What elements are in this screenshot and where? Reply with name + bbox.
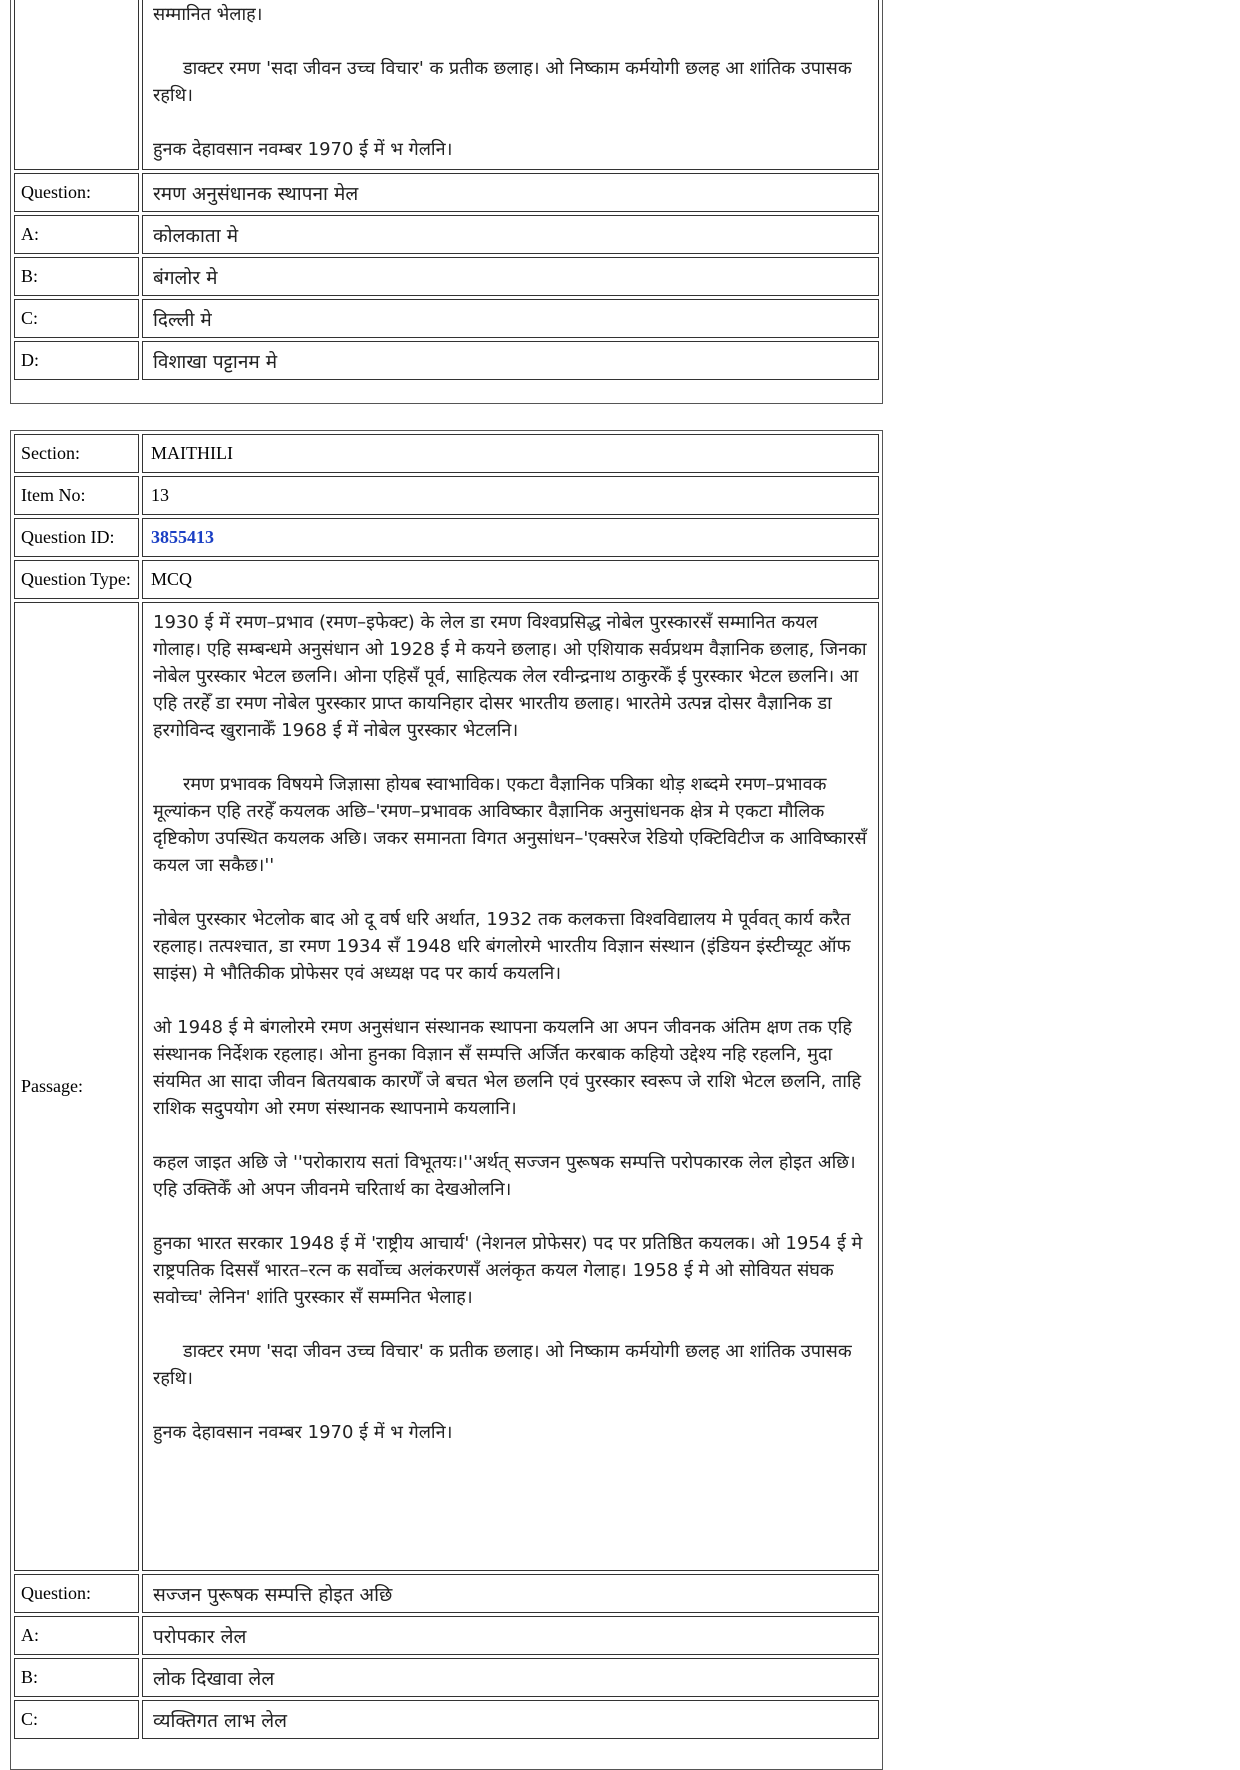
passage-paragraph: सम्मानित भेलाह। [153, 4, 263, 25]
passage-paragraph: हुनक देहावसान नवम्बर 1970 ई में भ गेलनि। [153, 139, 453, 160]
question-card-13 [10, 430, 883, 1770]
option-b-text: लोक दिखावा लेल [142, 1658, 879, 1697]
passage-label: Passage: [14, 602, 139, 1571]
passage-paragraph: रमण प्रभावक विषयमे जिज्ञासा होयब स्वाभाविक। एकटा वैज्ञानिक पत्रिका थोड़ शब्दमे रमण–प्रभावक मूल्यांकन एहि तरहेँ कयलक अछि–'रमण–प्रभावक आविष्कार वैज्ञानिक अनुसांधनक क्षेत्र मे एकटा मौलिक दृष्टिकोण उपस्थित कयलक अछि। जकर समानता विगत अनुसांधन–'एक्सरेज रेडियो एक्टिविटीज क आविष्कारसँ कयल जा सकैछ।'' [153, 774, 867, 876]
option-d-label: D: [14, 341, 139, 380]
passage-paragraph: नोबेल पुरस्कार भेटलोक बाद ओ दू वर्ष धरि अर्थात, 1932 तक कलकत्ता विश्वविद्यालय मे पूर्ववत् कार्य करैत रहलाह। तत्पश्चात, डा रमण 1934 सँ 1948 धरि बंगलोरमे भारतीय विज्ञान संस्थान (इंडियन इंस्टीच्यूट ऑफ साइंस) मे भौतिकीक प्रोफेसर एवं अध्यक्ष पद पर कार्य कयलनि। [153, 909, 851, 984]
option-a-text: परोपकार लेल [142, 1616, 879, 1655]
question-table [11, 431, 882, 1742]
question-id-link[interactable]: 3855413 [151, 527, 214, 547]
option-d-text: विशाखा पट्टानम मे [142, 341, 879, 380]
passage-text [142, 602, 879, 1571]
option-a-text: कोलकाता मे [142, 215, 879, 254]
option-a-label: A: [14, 1616, 139, 1655]
section-label: Section: [14, 434, 139, 473]
question-label: Question: [14, 1574, 139, 1613]
passage-paragraph: हुनका भारत सरकार 1948 ई में 'राष्ट्रीय आचार्य' (नेशनल प्रोफेसर) पद पर प्रतिष्ठित कयलक। ओ 1954 ई मे राष्ट्रपतिक दिससँ भारत–रत्न क सर्वोच्च अलंकरणसँ अलंकृत कयल गेलाह। 1958 ई मे ओ सोवियत संघक सवोच्च' लेनिन' शांति पुरस्कार सँ सम्मनित भेलाह। [153, 1233, 863, 1308]
option-c-text: व्यक्तिगत लाभ लेल [142, 1700, 879, 1739]
item-no-label: Item No: [14, 476, 139, 515]
section-value: MAITHILI [142, 434, 879, 473]
question-text: सज्जन पुरूषक सम्पत्ति होइत अछि [142, 1574, 879, 1613]
passage-paragraph: हुनक देहावसान नवम्बर 1970 ई में भ गेलनि। [153, 1422, 453, 1443]
question-label: Question: [14, 173, 139, 212]
question-id-cell [142, 518, 879, 557]
passage-text [142, 0, 879, 170]
option-b-label: B: [14, 257, 139, 296]
question-id-label: Question ID: [14, 518, 139, 557]
option-b-text: बंगलोर मे [142, 257, 879, 296]
question-card-12 [10, 0, 883, 404]
question-text: रमण अनुसंधानक स्थापना मेल [142, 173, 879, 212]
passage-label-cell [14, 0, 139, 170]
question-table [11, 0, 882, 383]
passage-paragraph: डाक्टर रमण 'सदा जीवन उच्च विचार' क प्रतीक छलाह। ओ निष्काम कर्मयोगी छलह आ शांतिक उपासक रहथि। [153, 1341, 852, 1389]
question-type-label: Question Type: [14, 560, 139, 599]
option-c-label: C: [14, 299, 139, 338]
option-b-label: B: [14, 1658, 139, 1697]
passage-paragraph: कहल जाइत अछि जे ''परोकाराय सतां विभूतयः।''अर्थत् सज्जन पुरूषक सम्पत्ति परोपकारक लेल होइत अछि। एहि उक्तिकेँ ओ अपन जीवनमे चरितार्थ का देखओलनि। [153, 1152, 856, 1200]
question-type-value: MCQ [142, 560, 879, 599]
option-c-label: C: [14, 1700, 139, 1739]
option-a-label: A: [14, 215, 139, 254]
option-c-text: दिल्ली मे [142, 299, 879, 338]
passage-paragraph: 1930 ई में रमण–प्रभाव (रमण–इफेक्ट) के लेल डा रमण विश्वप्रसिद्ध नोबेल पुरस्कारसँ सम्मानित कयल गोलाह। एहि सम्बन्धमे अनुसंधान ओ 1928 ई मे कयने छलाह। ओ एशियाक सर्वप्रथम वैज्ञानिक छलाह, जिनका नोबेल पुरस्कार भेटल छलनि। ओना एहिसँ पूर्व, साहित्यक लेल रवीन्द्रनाथ ठाकुरकेँ ई पुरस्कार भेटल छलनि। आ एहि तरहेँ डा रमण नोबेल पुरस्कार प्राप्त कायनिहार दोसर भारतीय छलाह। भारतेमे उत्पन्न दोसर वैज्ञानिक डा हरगोविन्द खुरानाकेँ 1968 ई में नोबेल पुरस्कार भेटलनि। [153, 612, 867, 741]
passage-paragraph: ओ 1948 ई मे बंगलोरमे रमण अनुसंधान संस्थानक स्थापना कयलनि आ अपन जीवनक अंतिम क्षण तक एहि संस्थानक निर्देशक रहलाह। ओना हुनका विज्ञान सँ सम्पत्ति अर्जित करबाक कहियो उद्देश्य नहि रहलनि, मुदा संयमित आ सादा जीवन बितयबाक कारणेँ जे बचत भेल छलनि एवं पुरस्कार स्वरूप जे राशि भेटल छलनि, ताहि राशिक सदुपयोग ओ रमण संस्थानक स्थापनामे कयलानि। [153, 1017, 862, 1119]
passage-paragraph: डाक्टर रमण 'सदा जीवन उच्च विचार' क प्रतीक छलाह। ओ निष्काम कर्मयोगी छलह आ शांतिक उपासक रहथि। [153, 58, 852, 106]
item-no-value: 13 [142, 476, 879, 515]
